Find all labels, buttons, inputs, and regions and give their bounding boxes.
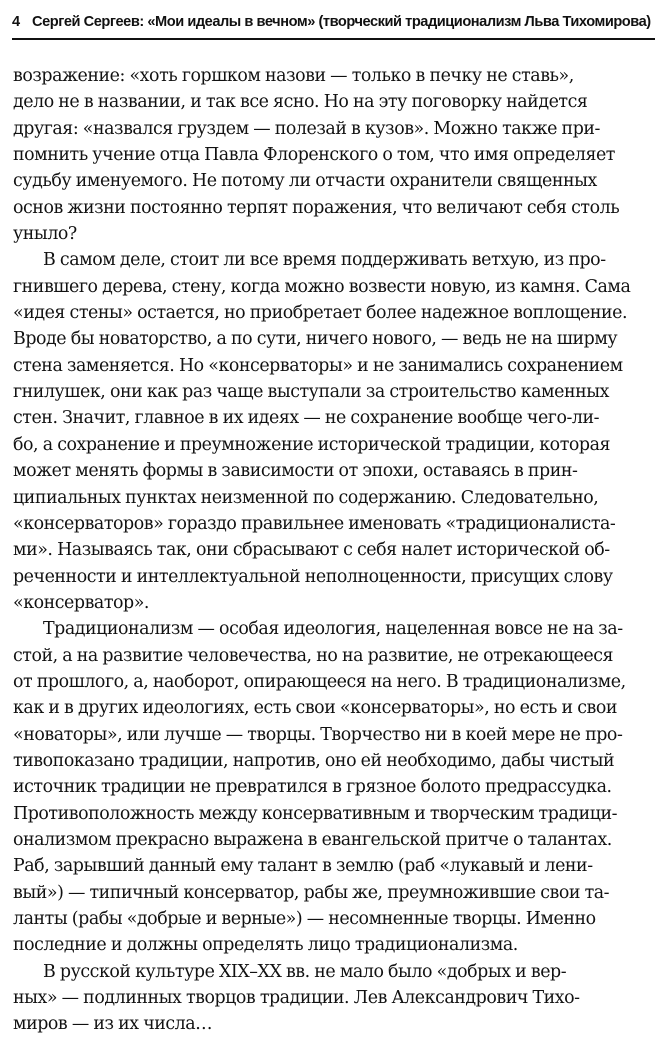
text-line: «консерватор». xyxy=(13,592,149,613)
text-line: помнить учение отца Павла Флоренского о том, что имя определяет xyxy=(13,145,615,166)
text-line: возражение: «хоть горшком назови — только в печку не ставь», xyxy=(13,66,574,86)
text-line: «консерваторов» гораздо правильнее именовать «традиционалиста- xyxy=(13,513,616,534)
text-line: миров — из их числа… xyxy=(13,1014,213,1035)
paragraph xyxy=(13,247,653,616)
text-line: гнившего дерева, стену, когда можно возвести новую, из камня. Сама xyxy=(13,276,631,297)
text-line: Раб, зарывший данный ему талант в землю (раб «лукавый и лени- xyxy=(13,856,593,877)
text-line: «идея стены» остается, но приобретает более надежное воплощение. xyxy=(13,303,628,324)
text-line: ми». Называясь так, они сбрасывают с себя налет исторической об- xyxy=(13,540,610,561)
text-line: ланты (рабы «добрые и верные») — несомненные творцы. Именно xyxy=(13,909,596,929)
running-title: Сергей Сергеев: «Мои идеалы в вечном» (творческий традиционализм Льва Тихомирова) xyxy=(32,14,651,30)
text-line: основ жизни постоянно терпят поражения, что величают себя столь xyxy=(13,197,620,218)
text-line: другая: «назвался груздем — полезай в кузов». Можно также при- xyxy=(13,118,600,139)
text-line: как и в других идеологиях, есть свои «консерваторы», но есть и свои xyxy=(13,698,618,719)
text-line: ных» — подлинных творцов традиции. Лев Александрович Тихо- xyxy=(13,988,580,1009)
body-text xyxy=(13,63,653,1038)
text-line: дело не в названии, и так все ясно. Но на эту поговорку найдется xyxy=(13,92,588,113)
text-line: стой, а на развитие человечества, но на развитие, не отрекающееся xyxy=(13,645,614,666)
text-line: тивопоказано традиции, напротив, оно ей необходимо, дабы чистый xyxy=(13,750,615,771)
text-line: онализмом прекрасно выражена в евангельской притче о талантах. xyxy=(13,829,612,850)
text-line: стена заменяется. Но «консерваторы» и не занимались сохранением xyxy=(13,355,623,376)
text-line: последние и должны определять лицо традиционализма. xyxy=(13,935,518,956)
page-number: 4 xyxy=(12,14,20,30)
text-line: Вроде бы новаторство, а по сути, ничего нового, — ведь не на ширму xyxy=(13,329,618,350)
text-line: бо, а сохранение и преумножение исторической традиции, которая xyxy=(13,434,611,455)
text-line: гнилушек, они как раз чаще выступали за строительство каменных xyxy=(13,382,609,403)
text-line: судьбу именуемого. Не потому ли отчасти охранители священных xyxy=(13,171,597,192)
text-line: «новаторы», или лучше — творцы. Творчество ни в коей мере не про- xyxy=(13,724,623,745)
text-line: источник традиции не превратился в грязное болото предрассудка. xyxy=(13,777,612,798)
text-line: В самом деле, стоит ли все время поддерживать ветхую, из про- xyxy=(43,250,606,271)
text-line: вый») — типичный консерватор, рабы же, преумножившие свои та- xyxy=(13,882,610,903)
text-line: стен. Значит, главное в их идеях — не сохранение вообще чего-ли- xyxy=(13,408,600,429)
paragraph xyxy=(13,959,653,1038)
running-header xyxy=(12,6,655,40)
paragraph xyxy=(13,63,653,247)
text-line: реченности и интеллектуальной неполноценности, присущих слову xyxy=(13,566,613,587)
text-line: ципиальных пунктах неизменной по содержанию. Следовательно, xyxy=(13,487,599,508)
text-line: Традиционализм — особая идеология, нацеленная вовсе не на за- xyxy=(43,619,623,640)
text-line: В русской культуре XIX–XX вв. не мало было «добрых и вер- xyxy=(43,961,567,982)
paragraph xyxy=(13,616,653,958)
text-line: от прошлого, а, наоборот, опирающееся на него. В традиционализме, xyxy=(13,671,626,692)
text-line: Противоположность между консервативным и творческим традици- xyxy=(13,803,618,824)
text-line: может менять формы в зависимости от эпохи, оставаясь в прин- xyxy=(13,461,578,482)
text-line: уныло? xyxy=(13,224,77,245)
